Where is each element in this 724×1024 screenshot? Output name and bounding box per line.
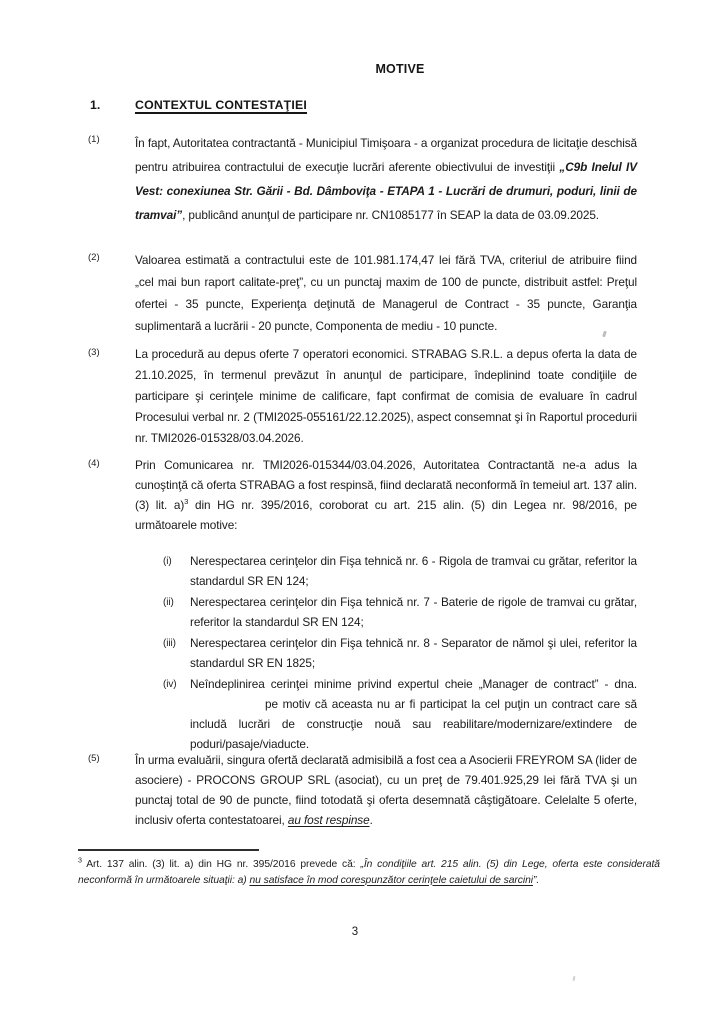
- rejection-reasons-list: [163, 551, 637, 755]
- footnote-3-quote: „În condiţiile art. 215 alin. (5) din Lege, oferta este considerată neconformă în următoarele situaţii: a): [78, 859, 660, 886]
- paragraph-5-marker: (5): [88, 753, 100, 764]
- paragraph-1-marker: (1): [88, 134, 100, 145]
- paragraph-1-seg-3: , publicând anunţul de participare nr. CN1085177 în SEAP la data de 03.09.2025.: [182, 208, 599, 222]
- list-item-iii-marker: (iii): [163, 638, 176, 649]
- paragraph-1-text: [135, 131, 637, 227]
- paragraph-5-emphasis: au fost respinse: [287, 813, 370, 827]
- list-item-ii-text: Nerespectarea cerinţelor din Fişa tehnică nr. 7 - Baterie de rigole de tramvai cu grătar, referitor la standardul SR EN 124;: [190, 595, 637, 629]
- page-title: MOTIVE: [375, 62, 425, 76]
- footnote-3: [78, 857, 660, 888]
- paragraph-2-text: [135, 249, 637, 337]
- scan-artifact-speck: [573, 976, 576, 981]
- paragraph-3-marker: (3): [88, 347, 100, 358]
- list-item-iv-text-after-redaction: pe motiv că aceasta nu ar fi participat la cel puţin un contract care să includă lucrări de construcţie nouă sau reabilitare/modernizare/extindere de poduri/pasaje/viaducte.: [190, 697, 637, 751]
- footnote-3-marker: 3: [78, 855, 82, 865]
- paragraph-5-seg-3: .: [369, 813, 373, 827]
- list-item-ii: [163, 592, 637, 632]
- paragraph-1-seg-1: În fapt, Autoritatea contractantă - Municipiul Timişoara - a organizat procedura de licitaţie deschisă pentru atribuirea contractului de execuţie lucrări aferente obiectivului de investiţii: [135, 136, 637, 174]
- footnote-reference-3: 3: [184, 497, 189, 507]
- paragraph-4-text: [135, 455, 637, 535]
- list-item-ii-marker: (ii): [163, 597, 174, 608]
- page-number: 3: [351, 926, 359, 938]
- paragraph-5-seg-1: În urma evaluării, singura ofertă declarată admisibilă a fost cea a Asocierii FREYROM SA (lider de asociere) - PROCONS GROUP SRL (asociat), cu un preţ de 79.401.925,29 lei fără TVA şi un punctaj total de 90 de puncte, fiind totodată şi oferta desemnată câştigătoare. Celelalte 5 oferte, inclusiv oferta contestatoarei,: [135, 753, 637, 827]
- footnote-3-underlined: nu satisface în mod corespunzător cerinţele caietului de sarcini: [249, 874, 534, 886]
- footnote-3-seg-1: Art. 137 alin. (3) lit. a) din HG nr. 395/2016 prevede că:: [81, 859, 361, 870]
- section-title: CONTEXTUL CONTESTAŢIEI: [135, 98, 308, 112]
- list-item-iii-text: Nerespectarea cerinţelor din Fişa tehnică nr. 8 - Separator de nămol şi ulei, referitor la standardul SR EN 1825;: [190, 636, 637, 670]
- paragraph-2-marker: (2): [88, 252, 100, 263]
- paragraph-3-seg-1: La procedură au depus oferte 7 operatori economici. STRABAG S.R.L. a depus oferta la data de 21.10.2025, în termenul prevăzut în anunţul de participare, îndeplinind toate condiţiile de participare şi cerinţele minime de calificare, fapt confirmat de comisia de evaluare în cadrul Procesului verbal nr. 2 (TMI2025-055161/22.12.2025), aspect consemnat şi în Raportul procedurii nr. TMI2026-015328/03.04.2026.: [135, 347, 637, 445]
- footnote-3-quote-end: ”.: [533, 874, 540, 886]
- paragraph-5: [88, 750, 637, 830]
- paragraph-2-seg-1: Valoarea estimată a contractului este de 101.981.174,47 lei fără TVA, criteriul de atribuire fiind „cel mai bun raport calitate-preţ”, cu un punctaj maxim de 100 de puncte, distribuit astfel: Preţul ofertei - 35 puncte, Experienţa deţinută de Managerul de Contract - 35 puncte, Garanţia suplimentară a lucrării - 20 puncte, Componenta de mediu - 10 puncte.: [135, 253, 637, 333]
- paragraph-4: [88, 455, 637, 535]
- paragraph-4-seg-3: din HG nr. 395/2016, coroborat cu art. 215 alin. (5) din Legea nr. 98/2016, pe următoarele motive:: [135, 498, 637, 532]
- footnote-separator: [78, 849, 259, 851]
- list-item-iii: [163, 633, 637, 673]
- paragraph-1: [88, 131, 637, 227]
- paragraph-2: [88, 249, 637, 337]
- list-item-i-text: Nerespectarea cerinţelor din Fişa tehnică nr. 6 - Rigola de tramvai cu grătar, referitor la standardul SR EN 124;: [190, 554, 637, 588]
- list-item-i: [163, 551, 637, 591]
- list-item-iv-text-before-redaction: Neîndeplinirea cerinţei minime privind expertul cheie „Manager de contract” - dna.: [190, 677, 637, 691]
- list-item-iv-marker: (iv): [163, 679, 177, 690]
- paragraph-3-text: [135, 344, 637, 449]
- paragraph-3: [88, 344, 637, 449]
- list-item-i-marker: (i): [163, 556, 172, 567]
- paragraph-4-seg-1: Prin Comunicarea nr. TMI2026-015344/03.04.2026, Autoritatea Contractantă ne-a adus la cunoştinţă că oferta STRABAG a fost respinsă, fiind declarată neconformă în temeiul art. 137 alin. (3) lit. a): [135, 458, 637, 512]
- paragraph-1-project-name: „C9b Inelul IV Vest: conexiunea Str. Gării - Bd. Dâmboviţa - ETAPA 1 - Lucrări de drumuri, poduri, linii de tramvai”: [135, 160, 637, 222]
- list-item-iv: [163, 674, 637, 754]
- paragraph-4-marker: (4): [88, 458, 100, 469]
- section-number: 1.: [90, 98, 101, 112]
- paragraph-5-text: [135, 750, 637, 830]
